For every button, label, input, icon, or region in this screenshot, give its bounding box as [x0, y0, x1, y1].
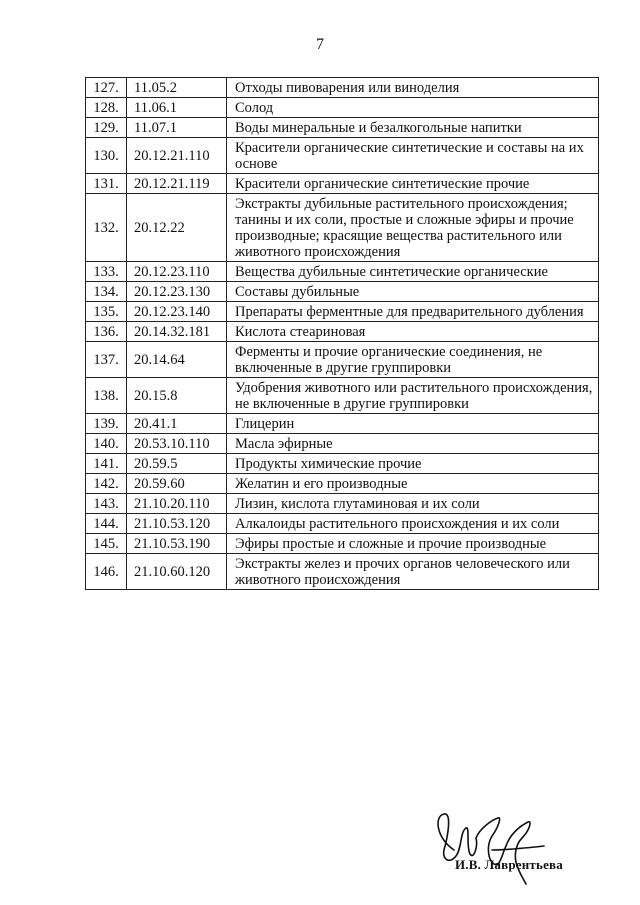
- row-name: Препараты ферментные для предварительного дубления: [227, 302, 599, 322]
- row-name: Красители органические синтетические прочие: [227, 174, 599, 194]
- row-number: 130.: [86, 138, 127, 174]
- row-name: Глицерин: [227, 414, 599, 434]
- row-number: 129.: [86, 118, 127, 138]
- row-number: 145.: [86, 534, 127, 554]
- row-name: Эфиры простые и сложные и прочие производные: [227, 534, 599, 554]
- row-name: Масла эфирные: [227, 434, 599, 454]
- row-code: 20.12.23.140: [127, 302, 227, 322]
- row-code: 20.59.60: [127, 474, 227, 494]
- row-number: 139.: [86, 414, 127, 434]
- row-number: 133.: [86, 262, 127, 282]
- table-row: [86, 262, 599, 282]
- row-name: Солод: [227, 98, 599, 118]
- table-row: [86, 554, 599, 590]
- row-name: Алкалоиды растительного происхождения и их соли: [227, 514, 599, 534]
- row-code: 20.12.21.119: [127, 174, 227, 194]
- row-code: 20.12.22: [127, 194, 227, 262]
- row-name: Удобрения животного или растительного происхождения, не включенные в другие группировки: [227, 378, 599, 414]
- signer-name: И.В. Лаврентьева: [455, 857, 563, 872]
- table-row: [86, 138, 599, 174]
- table-row: [86, 474, 599, 494]
- row-number: 135.: [86, 302, 127, 322]
- row-number: 140.: [86, 434, 127, 454]
- row-name: Воды минеральные и безалкогольные напитки: [227, 118, 599, 138]
- table-row: [86, 454, 599, 474]
- row-code: 21.10.20.110: [127, 494, 227, 514]
- row-number: 142.: [86, 474, 127, 494]
- row-code: 21.10.53.190: [127, 534, 227, 554]
- signature-stroke: [492, 846, 544, 850]
- table-row: [86, 194, 599, 262]
- row-code: 11.07.1: [127, 118, 227, 138]
- row-number: 131.: [86, 174, 127, 194]
- row-code: 11.05.2: [127, 78, 227, 98]
- row-number: 143.: [86, 494, 127, 514]
- row-name: Лизин, кислота глутаминовая и их соли: [227, 494, 599, 514]
- row-code: 11.06.1: [127, 98, 227, 118]
- row-number: 128.: [86, 98, 127, 118]
- table-row: [86, 118, 599, 138]
- row-name: Красители органические синтетические и составы на их основе: [227, 138, 599, 174]
- signature-stroke: [438, 814, 477, 860]
- row-name: Желатин и его производные: [227, 474, 599, 494]
- row-name: Кислота стеариновая: [227, 322, 599, 342]
- table-row: [86, 378, 599, 414]
- row-number: 138.: [86, 378, 127, 414]
- row-code: 20.12.23.110: [127, 262, 227, 282]
- row-code: 20.41.1: [127, 414, 227, 434]
- table-row: [86, 322, 599, 342]
- row-number: 134.: [86, 282, 127, 302]
- table-row: [86, 98, 599, 118]
- table-row: [86, 342, 599, 378]
- row-code: 21.10.53.120: [127, 514, 227, 534]
- row-number: 137.: [86, 342, 127, 378]
- row-name: Вещества дубильные синтетические органические: [227, 262, 599, 282]
- row-code: 20.59.5: [127, 454, 227, 474]
- table-row: [86, 514, 599, 534]
- table-row: [86, 434, 599, 454]
- row-name: Отходы пивоварения или виноделия: [227, 78, 599, 98]
- row-name: Ферменты и прочие органические соединения, не включенные в другие группировки: [227, 342, 599, 378]
- row-code: 20.12.23.130: [127, 282, 227, 302]
- table-row: [86, 282, 599, 302]
- row-code: 20.12.21.110: [127, 138, 227, 174]
- row-code: 20.53.10.110: [127, 434, 227, 454]
- row-number: 146.: [86, 554, 127, 590]
- table-row: [86, 494, 599, 514]
- row-code: 21.10.60.120: [127, 554, 227, 590]
- table-row: [86, 414, 599, 434]
- codes-table: [85, 77, 599, 590]
- row-code: 20.14.64: [127, 342, 227, 378]
- row-number: 132.: [86, 194, 127, 262]
- row-code: 20.14.32.181: [127, 322, 227, 342]
- row-number: 127.: [86, 78, 127, 98]
- table-row: [86, 534, 599, 554]
- row-code: 20.15.8: [127, 378, 227, 414]
- signature-stroke: [506, 822, 530, 884]
- row-number: 136.: [86, 322, 127, 342]
- codes-table-body: [86, 78, 599, 590]
- row-number: 144.: [86, 514, 127, 534]
- row-name: Экстракты желез и прочих органов человеческого или животного происхождения: [227, 554, 599, 590]
- row-name: Продукты химические прочие: [227, 454, 599, 474]
- table-row: [86, 302, 599, 322]
- table-row: [86, 174, 599, 194]
- handwritten-signature: [432, 806, 552, 886]
- row-name: Составы дубильные: [227, 282, 599, 302]
- row-number: 141.: [86, 454, 127, 474]
- row-name: Экстракты дубильные растительного происхождения; танины и их соли, простые и сложные эфиры и прочие производные; красящие вещества растительного или животного происхождения: [227, 194, 599, 262]
- page-number: 7: [316, 36, 324, 53]
- table-row: [86, 78, 599, 98]
